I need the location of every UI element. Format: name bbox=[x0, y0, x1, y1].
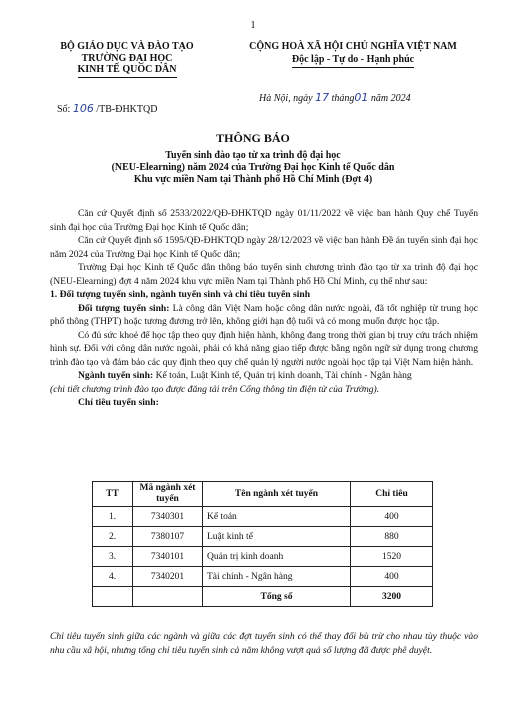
country-name: CỘNG HOÀ XÃ HỘI CHỦ NGHĨA VIỆT NAM bbox=[249, 41, 457, 52]
place-date-prefix: Hà Nội, ngày bbox=[259, 93, 313, 104]
document-number-prefix: Số: bbox=[57, 104, 71, 115]
cell-name: Tài chính - Ngân hàng bbox=[203, 567, 351, 587]
quota-table bbox=[92, 481, 433, 607]
school-name-line2: KINH TẾ QUỐC DÂN bbox=[78, 64, 177, 78]
table-total-row bbox=[93, 587, 433, 607]
ministry-name: BỘ GIÁO DỤC VÀ ĐÀO TẠO bbox=[60, 41, 194, 52]
document-subtitle bbox=[40, 150, 466, 186]
subtitle-line-3: Khu vực miền Nam tại Thành phố Hồ Chí Minh (Đợt 4) bbox=[133, 174, 373, 185]
document-body bbox=[50, 207, 478, 410]
document-number bbox=[57, 102, 157, 115]
place-date bbox=[259, 91, 411, 104]
date-year: năm 2024 bbox=[370, 93, 411, 104]
quota-label: Chỉ tiêu tuyển sinh: bbox=[78, 397, 159, 408]
total-value: 3200 bbox=[351, 587, 433, 607]
footer-note: Chỉ tiêu tuyển sinh giữa các ngành và giữa các đợt tuyển sinh có thể thay đổi bù trừ cho nhau tùy thuộc vào nhu cầu xã hội, nhưng tổng chỉ tiêu tuyển sinh cả năm không vượt quá số lượng đã được phê duyệt. bbox=[50, 631, 478, 656]
header-tt: TT bbox=[93, 482, 133, 507]
cell-quota: 400 bbox=[351, 507, 433, 527]
table-row bbox=[93, 547, 433, 567]
national-motto: Độc lập - Tự do - Hạnh phúc bbox=[292, 54, 414, 69]
document-number-suffix: /TB-ĐHKTQD bbox=[96, 104, 158, 115]
cell-code: 7380107 bbox=[133, 527, 203, 547]
section-1-heading: 1. Đối tượng tuyển sinh, ngành tuyển sinh và chỉ tiêu tuyển sinh bbox=[50, 289, 311, 300]
paragraph-target bbox=[50, 302, 478, 329]
date-day-handwritten: 17 bbox=[315, 91, 330, 104]
cell-quota: 880 bbox=[351, 527, 433, 547]
majors-label: Ngành tuyển sinh: bbox=[78, 370, 154, 381]
header-code: Mã ngành xét tuyển bbox=[133, 482, 203, 507]
majors-text: Kế toán, Luật Kinh tế, Quản trị kinh doanh, Tài chính - Ngân hàng bbox=[153, 370, 412, 381]
cell-name: Kế toán bbox=[203, 507, 351, 527]
subtitle-line-1: Tuyển sinh đào tạo từ xa trình độ đại học bbox=[165, 150, 341, 161]
cell-name: Quản trị kinh doanh bbox=[203, 547, 351, 567]
cell-tt: 2. bbox=[93, 527, 133, 547]
cell-tt: 4. bbox=[93, 567, 133, 587]
total-label: Tổng số bbox=[203, 587, 351, 607]
cell-code: 7340101 bbox=[133, 547, 203, 567]
document-number-handwritten: 106 bbox=[72, 102, 94, 115]
table-header-row bbox=[93, 482, 433, 507]
cell-tt: 1. bbox=[93, 507, 133, 527]
header-quota: Chỉ tiêu bbox=[351, 482, 433, 507]
cell-code: 7340201 bbox=[133, 567, 203, 587]
header-name: Tên ngành xét tuyển bbox=[203, 482, 351, 507]
subtitle-line-2: (NEU-Elearning) năm 2024 của Trường Đại học Kinh tế Quốc dân bbox=[111, 162, 395, 173]
issuer-header bbox=[42, 41, 212, 78]
cell-code: 7340301 bbox=[133, 507, 203, 527]
cell-tt: 3. bbox=[93, 547, 133, 567]
target-label: Đối tượng tuyển sinh: bbox=[78, 302, 170, 314]
document-title: THÔNG BÁO bbox=[216, 131, 290, 145]
national-header bbox=[212, 41, 494, 68]
date-month-label: tháng bbox=[331, 93, 355, 104]
paragraph-legal-basis-2: Căn cứ Quyết định số 1595/QĐ-ĐHKTQD ngày 28/12/2023 về việc ban hành Đề án tuyển sinh đại học năm 2024 của Trường Đại học Kinh tế Quốc dân; bbox=[50, 235, 478, 260]
paragraph-announcement: Trường Đại học Kinh tế Quốc dân thông báo tuyển sinh chương trình đào tạo từ xa trình độ đại học (NEU-Elearning) đợt 4 năm 2024 khu vực miền Nam tại Thành phố Hồ Chí Minh, cụ thể như sau: bbox=[50, 262, 478, 287]
cell-quota: 400 bbox=[351, 567, 433, 587]
table-row bbox=[93, 567, 433, 587]
target-text: Là công dân Việt Nam hoặc công dân nước ngoài, đã tốt nghiệp từ trung học phổ thông (THPT) hoặc tương đương trở lên, không giới hạn độ tuổi và có mong muốn được học tập. bbox=[50, 302, 479, 327]
paragraph-majors bbox=[50, 369, 478, 383]
table-row bbox=[93, 507, 433, 527]
table-row bbox=[93, 527, 433, 547]
school-name-line1: TRƯỜNG ĐẠI HỌC bbox=[81, 52, 173, 64]
page-number: 1 bbox=[250, 20, 256, 31]
paragraph-health: Có đủ sức khoẻ để học tập theo quy định hiện hành, không đang trong thời gian bị truy cứu trách nhiệm hình sự. Đối với công dân nước ngoài, phải có khả năng giao tiếp được bằng ngôn ngữ sử dụng trong chương trình đào tạo và đảm bảo các quy định theo quy chế quản lý người nước ngoài học tập tại Việt Nam hiện hành. bbox=[50, 329, 478, 368]
date-month-handwritten: 01 bbox=[354, 91, 369, 104]
cell-name: Luật kinh tế bbox=[203, 527, 351, 547]
paragraph-legal-basis-1: Căn cứ Quyết định số 2533/2022/QĐ-ĐHKTQD ngày 01/11/2022 về việc ban hành Quy chế Tuyển sinh đại học của Trường Đại học Kinh tế Quốc dân; bbox=[50, 208, 478, 233]
cell-quota: 1520 bbox=[351, 547, 433, 567]
quota-table-wrapper bbox=[92, 481, 433, 607]
majors-note: (chi tiết chương trình đào tạo được đăng tải trên Cổng thông tin điện tử của Trường). bbox=[50, 383, 380, 395]
